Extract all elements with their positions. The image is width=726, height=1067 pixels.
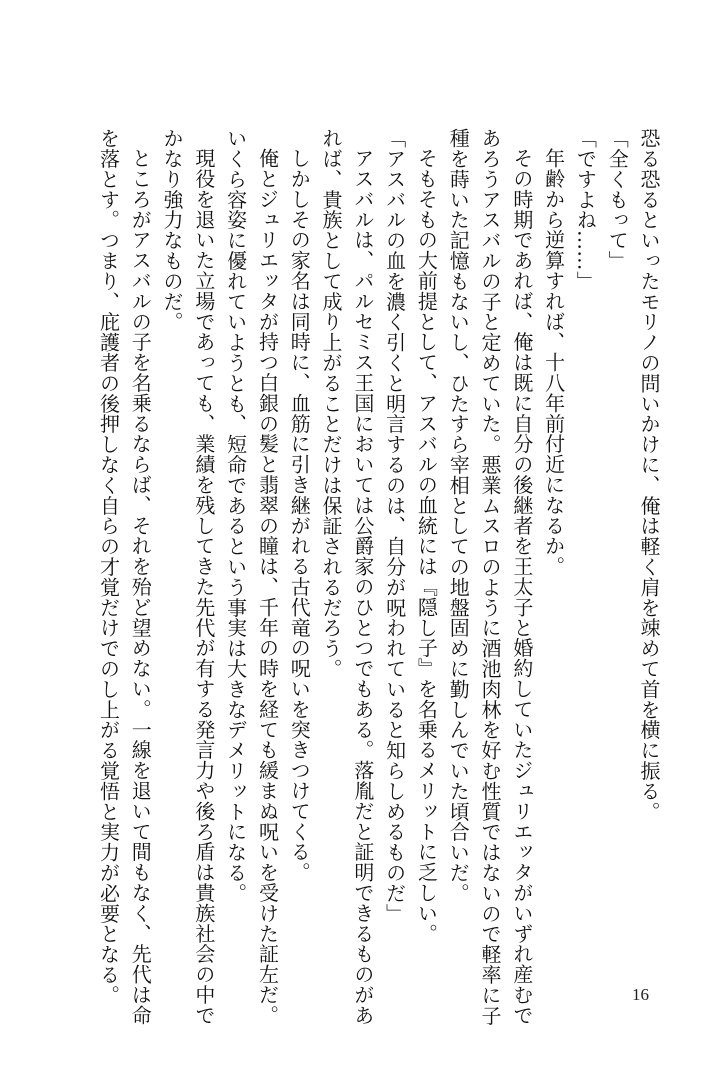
text-line: その時期であれば、俺は既に自分の後継者を王太子と婚約していたジュリエッタがいずれ産むで: [509, 148, 534, 1026]
text-line: アスバルは、パルセミス王国においては公爵家のひとつでもある。落胤だと証明できるものがあ: [350, 148, 375, 1026]
text-line: ところがアスバルの子を名乗るならば、それを殆ど望めない。一線を退いて間もなく、先代は命: [128, 148, 153, 1026]
text-line: 恐る恐るといったモリノの問いかけに、俺は軽く肩を竦めて首を横に振る。: [637, 128, 661, 822]
text-line: かなり強力なものだ。: [160, 128, 185, 332]
text-line: 「アスバルの血を濃く引くと明言するのは、自分が呪われていると知らしめるものだ」: [382, 128, 407, 924]
text-line: 年齢から逆算すれば、十八年前付近になるか。: [541, 148, 566, 577]
text-line: れば、貴族として成り上がることだけは保証されるだろう。: [319, 128, 344, 679]
text-line: あろうアスバルの子と定めていた。悪業ムスロのように酒池肉林を好む性質ではないので軽率に子: [478, 128, 503, 1026]
text-line: 現役を退いた立場であっても、業績を残してきた先代が有する発言力や後ろ盾は貴族社会の中で: [191, 148, 216, 1026]
text-line: 「ですよね……」: [573, 128, 598, 292]
text-line: そもそもの大前提として、アスバルの血統には『隠し子』を名乗るメリットに乏しい。: [414, 148, 439, 944]
text-line: を落とす。つまり、庇護者の後押しなく自らの才覚だけでのし上がる覚悟と実力が必要となる。: [96, 128, 121, 1006]
text-line: 種を蒔いた記憶もないし、ひたすら宰相としての地盤固めに勤しんでいた頃合いだ。: [446, 128, 471, 904]
text-line: しかしその家名は同時に、血筋に引き継がれる古代竜の呪いを突きつけてくる。: [287, 148, 312, 883]
text-line: 「全くもって」: [605, 128, 630, 271]
text-line: いくら容姿に優れていようとも、短命であるという事実は大きなデメリットになる。: [223, 128, 248, 904]
text-line: 俺とジュリエッタが持つ白銀の髪と翡翠の瞳は、千年の時を経ても緩まぬ呪いを受けた証左だ。: [255, 148, 280, 1026]
page-number: 16: [632, 985, 649, 1004]
